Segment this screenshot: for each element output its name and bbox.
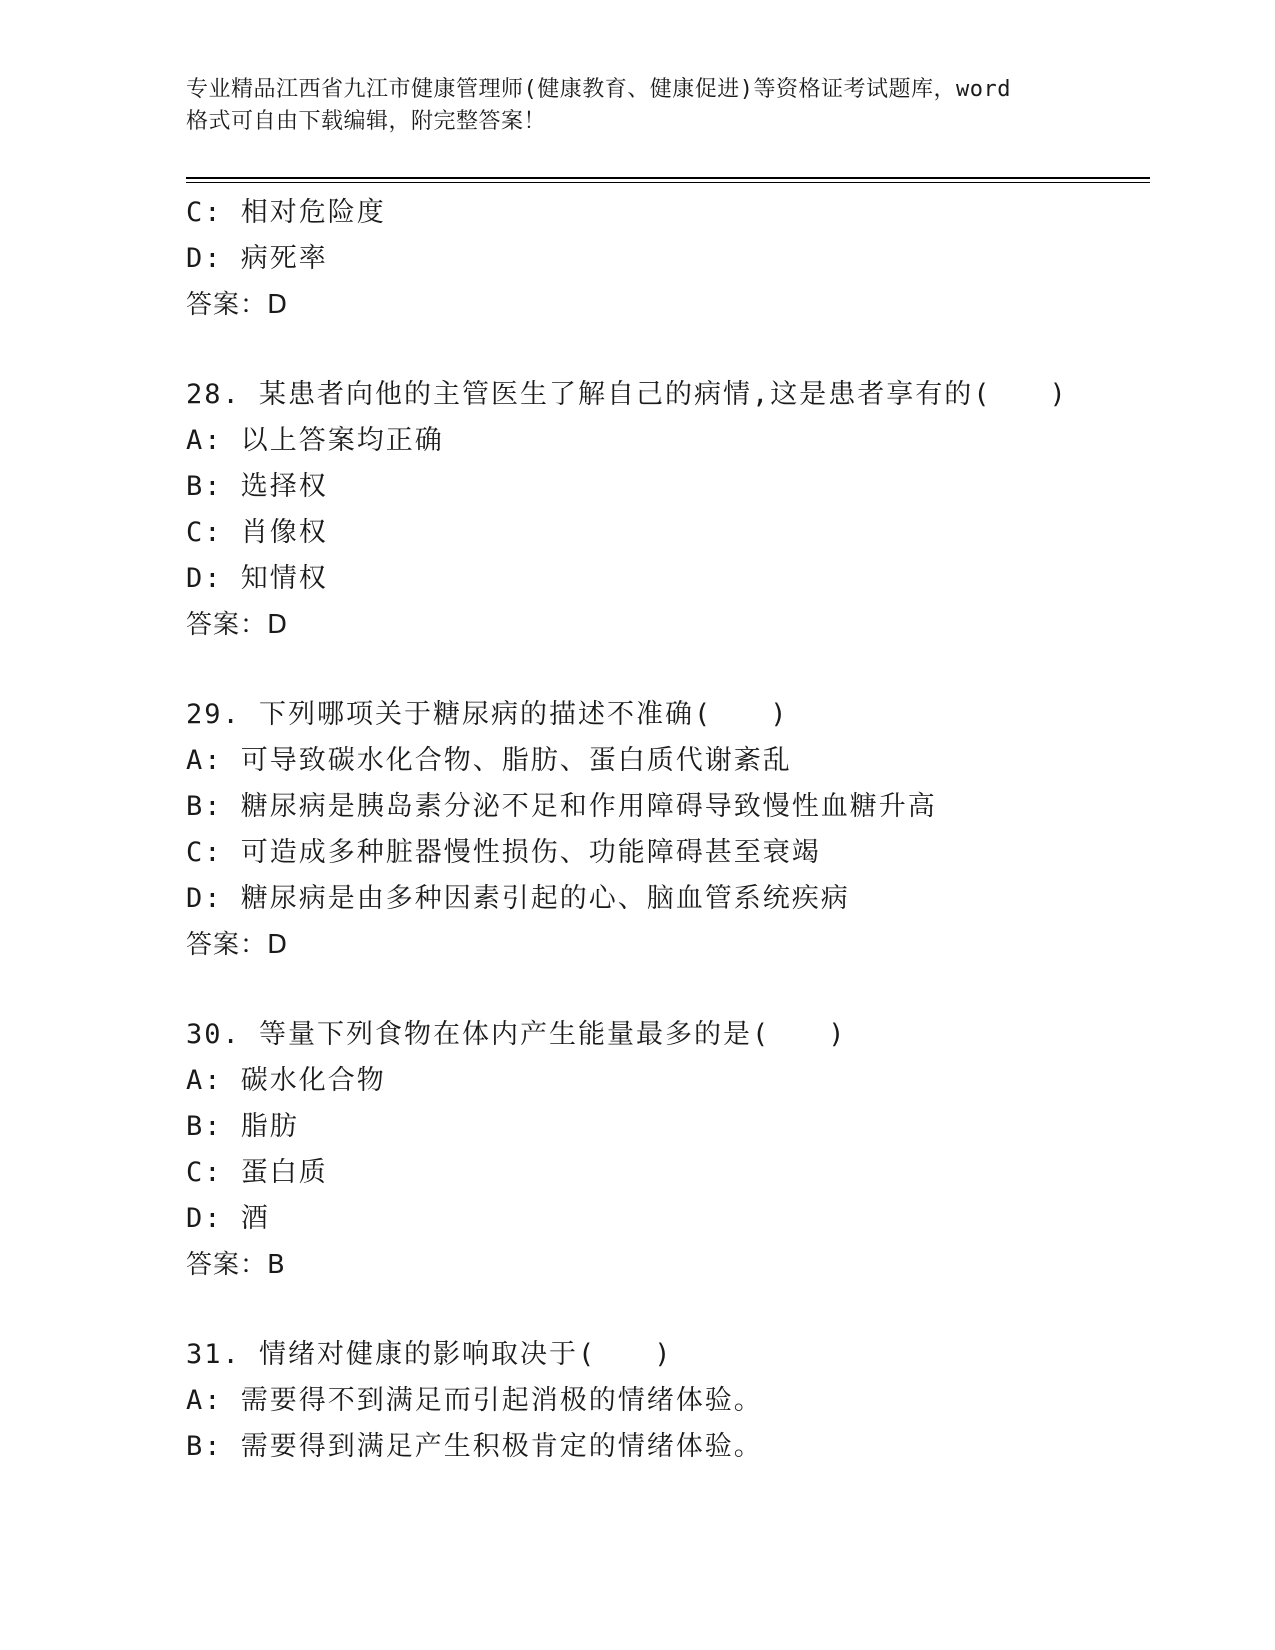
header-line-2: 格式可自由下载编辑，附完整答案！ xyxy=(186,109,547,134)
header-rule-thin xyxy=(186,182,1150,183)
question-text: 30. 等量下列食物在体内产生能量最多的是( ) xyxy=(186,1019,847,1050)
option-a: A: 可导致碳水化合物、脂肪、蛋白质代谢紊乱 xyxy=(186,745,792,776)
option-c: C: 相对危险度 xyxy=(186,197,386,228)
answer: 答案：D xyxy=(186,290,289,320)
document-header xyxy=(186,74,1086,138)
question-list xyxy=(186,190,1150,1470)
option-a: A: 碳水化合物 xyxy=(186,1065,386,1096)
option-c: C: 蛋白质 xyxy=(186,1157,328,1188)
option-d: D: 糖尿病是由多种因素引起的心、脑血管系统疾病 xyxy=(186,883,850,914)
option-c: C: 可造成多种脏器慢性损伤、功能障碍甚至衰竭 xyxy=(186,837,821,868)
question-30 xyxy=(186,1012,1150,1288)
question-28 xyxy=(186,372,1150,648)
option-d: D: 病死率 xyxy=(186,243,328,274)
option-c: C: 肖像权 xyxy=(186,517,328,548)
header-rule-thick xyxy=(186,177,1150,179)
option-b: B: 脂肪 xyxy=(186,1111,299,1142)
question-text: 29. 下列哪项关于糖尿病的描述不准确( ) xyxy=(186,699,789,730)
answer: 答案：D xyxy=(186,610,289,640)
answer: 答案：B xyxy=(186,1250,286,1280)
option-d: D: 知情权 xyxy=(186,563,328,594)
question-27-tail xyxy=(186,190,1150,328)
question-31 xyxy=(186,1332,1150,1470)
question-text: 31. 情绪对健康的影响取决于( ) xyxy=(186,1339,673,1370)
question-text: 28. 某患者向他的主管医生了解自己的病情,这是患者享有的( ) xyxy=(186,379,1068,410)
option-b: B: 需要得到满足产生积极肯定的情绪体验。 xyxy=(186,1431,763,1462)
option-d: D: 酒 xyxy=(186,1203,270,1234)
option-b: B: 选择权 xyxy=(186,471,328,502)
question-29 xyxy=(186,692,1150,968)
option-a: A: 需要得不到满足而引起消极的情绪体验。 xyxy=(186,1385,763,1416)
header-line-1: 专业精品江西省九江市健康管理师(健康教育、健康促进)等资格证考试题库，word xyxy=(186,77,1011,102)
option-a: A: 以上答案均正确 xyxy=(186,425,444,456)
option-b: B: 糖尿病是胰岛素分泌不足和作用障碍导致慢性血糖升高 xyxy=(186,791,937,822)
answer: 答案：D xyxy=(186,930,289,960)
